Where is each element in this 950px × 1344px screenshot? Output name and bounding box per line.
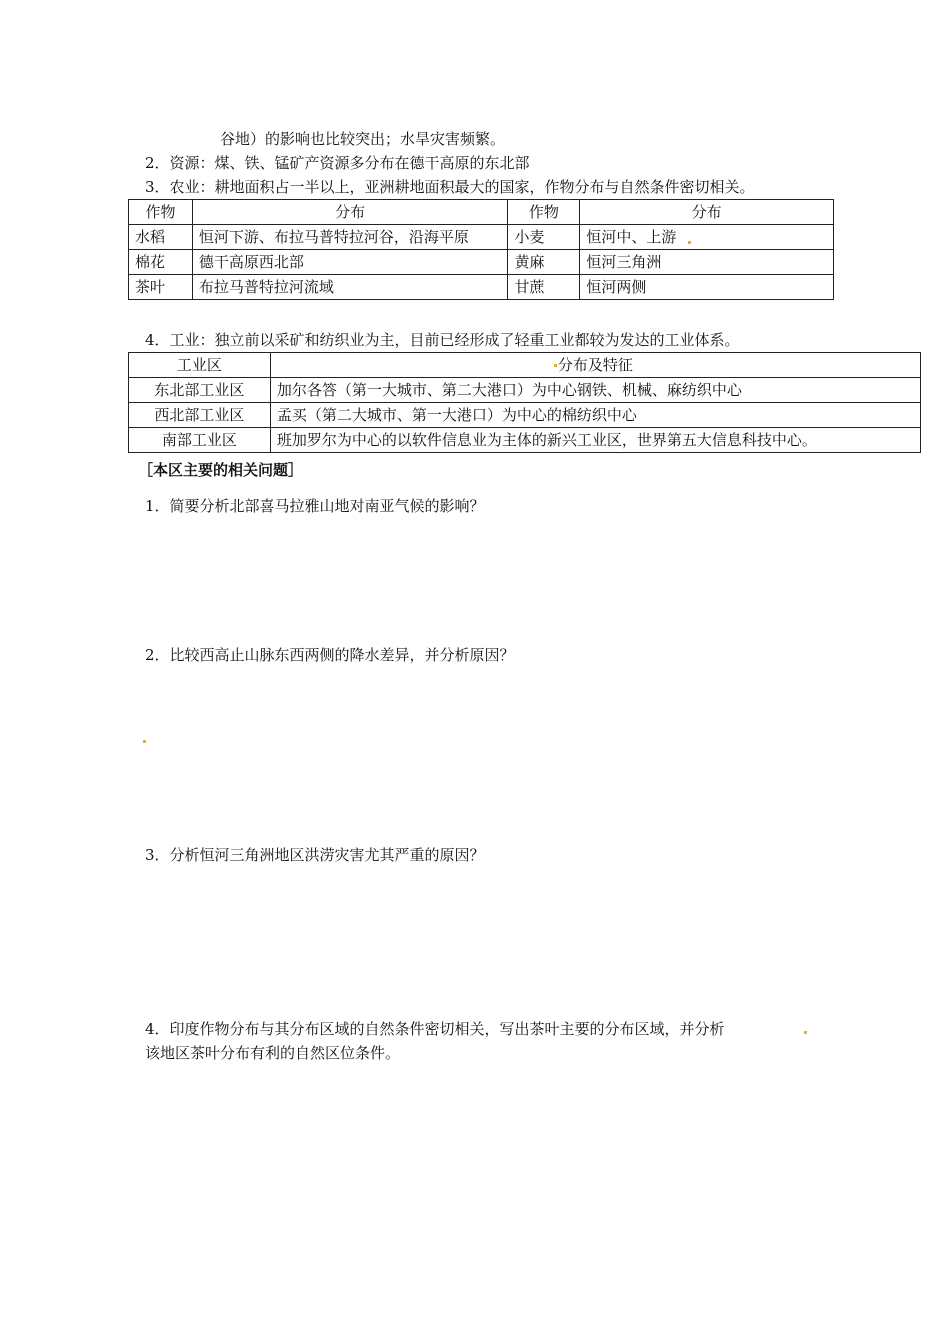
question-4-line-1: 4．印度作物分布与其分布区域的自然条件密切相关，写出茶叶主要的分布区域，并分析 [145, 1020, 725, 1038]
crop-distribution [192, 225, 508, 250]
crop-name: 黄麻 [508, 250, 580, 275]
industry-intro: 4．工业：独立前以采矿和纺织业为主，目前已经形成了轻重工业都较为发达的工业体系。 [145, 331, 740, 349]
marker-dot [804, 1031, 807, 1034]
table-row [129, 428, 921, 453]
crop-distribution: 恒河中、上游 [580, 225, 834, 250]
table-row [129, 275, 834, 300]
industry-table [128, 352, 921, 453]
intro-line-1: 谷地）的影响也比较突出；水旱灾害频繁。 [220, 130, 506, 148]
crop-header-crop-2: 作物 [508, 200, 580, 225]
marker-dot [143, 740, 146, 743]
industry-zone-name: 南部工业区 [129, 428, 271, 453]
industry-table-header [129, 353, 921, 378]
crop-table [128, 199, 834, 300]
crop-distribution-text: 恒河下游、布拉马普特拉河谷，沿海平原 [198, 228, 469, 246]
industry-zone-desc: 班加罗尔为中心的以软件信息业为主体的新兴工业区，世界第五大信息科技中心。 [270, 428, 920, 453]
crop-name: 茶叶 [129, 275, 193, 300]
intro-resources: 2．资源：煤、铁、锰矿产资源多分布在德干高原的东北部 [145, 154, 530, 172]
crop-header-dist-1: 分布 [192, 200, 508, 225]
industry-zone-desc: 孟买（第二大城市、第一大港口）为中心的棉纺织中心 [270, 403, 920, 428]
questions-heading: ［本区主要的相关问题］ [138, 461, 304, 479]
intro-agriculture: 3．农业：耕地面积占一半以上，亚洲耕地面积最大的国家，作物分布与自然条件密切相关。 [145, 178, 755, 196]
crop-distribution: 德干高原西北部 [192, 250, 508, 275]
marker-dot [688, 241, 691, 244]
question-3: 3．分析恒河三角洲地区洪涝灾害尤其严重的原因？ [145, 846, 485, 864]
industry-zone-name: 西北部工业区 [129, 403, 271, 428]
question-2: 2．比较西高止山脉东西两侧的降水差异，并分析原因？ [145, 646, 515, 664]
crop-table-header [129, 200, 834, 225]
crop-distribution: 布拉马普特拉河流域 [192, 275, 508, 300]
crop-header-crop-1: 作物 [129, 200, 193, 225]
crop-distribution: 恒河三角洲 [580, 250, 834, 275]
question-1: 1．简要分析北部喜马拉雅山地对南亚气候的影响？ [145, 497, 485, 515]
crop-name: 小麦 [508, 225, 580, 250]
industry-zone-desc: 加尔各答（第一大城市、第二大港口）为中心钢铁、机械、麻纺织中心 [270, 378, 920, 403]
table-row [129, 378, 921, 403]
crop-name: 棉花 [129, 250, 193, 275]
crop-name: 水稻 [129, 225, 193, 250]
table-row [129, 250, 834, 275]
crop-name: 甘蔗 [508, 275, 580, 300]
question-4-line-2: 该地区茶叶分布有利的自然区位条件。 [145, 1044, 401, 1062]
industry-header-zone: 工业区 [129, 353, 271, 378]
crop-distribution: 恒河两侧 [580, 275, 834, 300]
industry-zone-name: 东北部工业区 [129, 378, 271, 403]
marker-dot [554, 364, 557, 367]
table-row [129, 403, 921, 428]
industry-header-features: 分布及特征 [270, 353, 920, 378]
crop-header-dist-2: 分布 [580, 200, 834, 225]
table-row [129, 225, 834, 250]
